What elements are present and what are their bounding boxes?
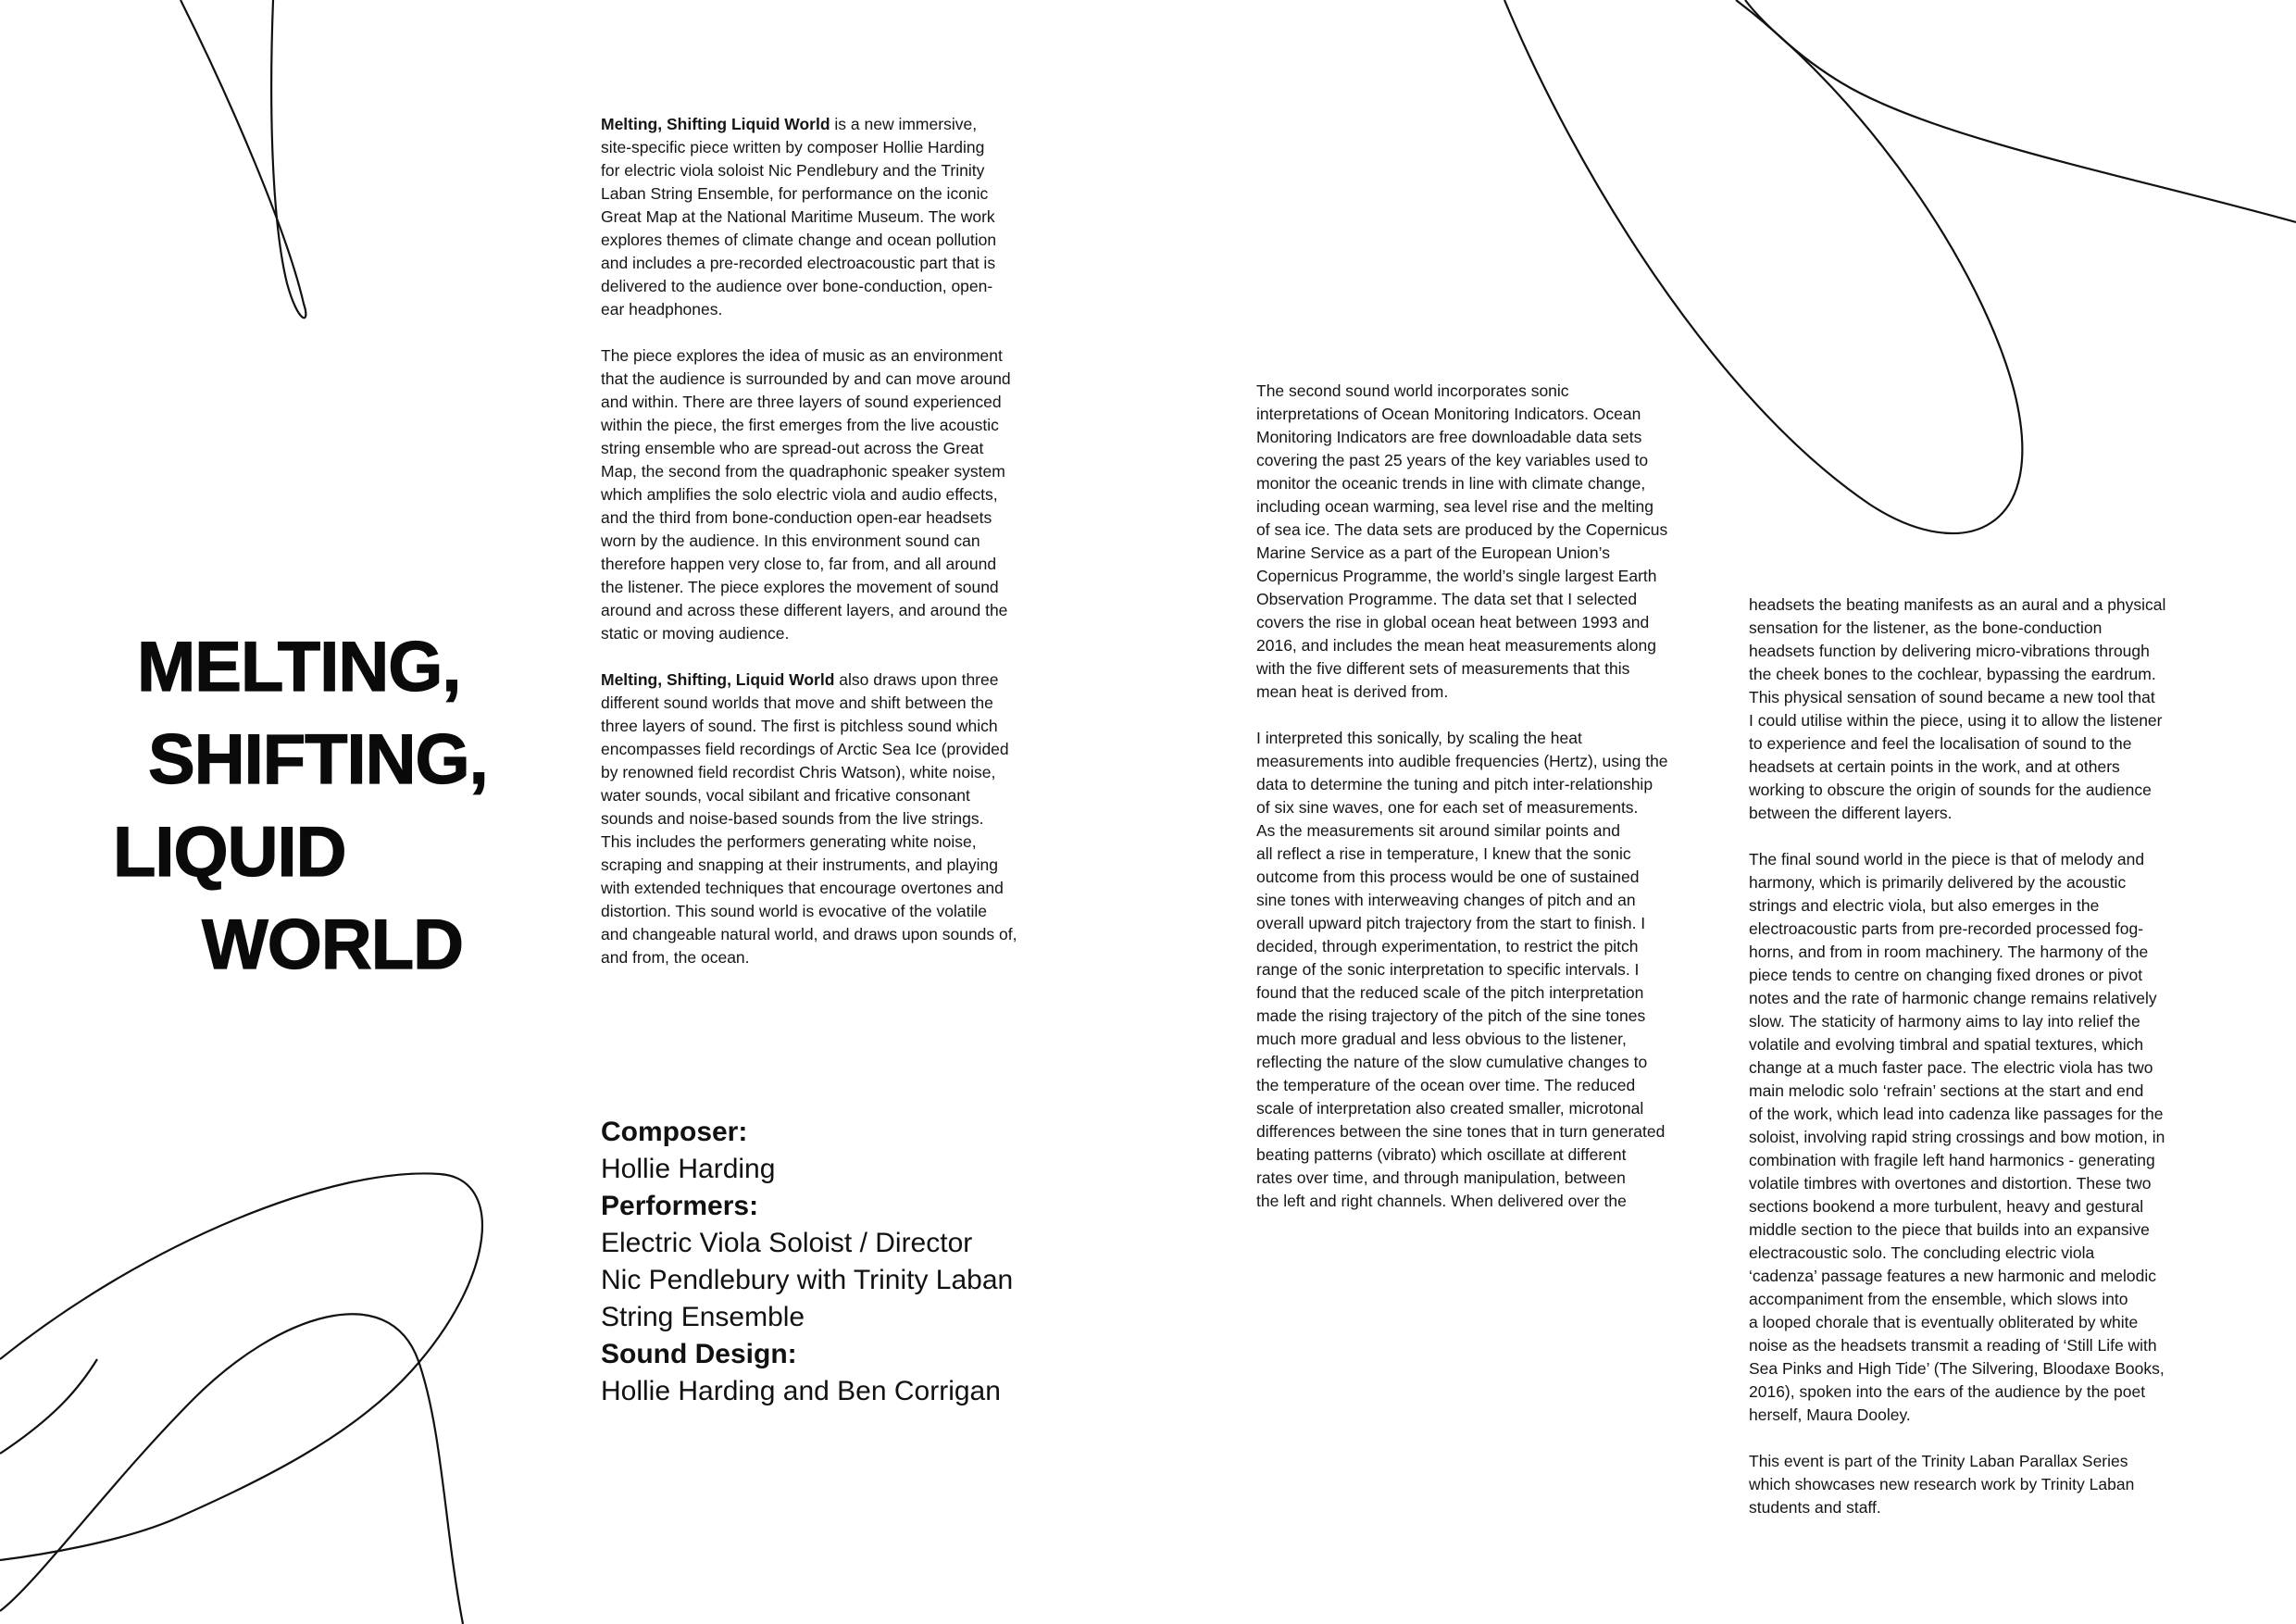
text-line: covering the past 25 years of the key variables used to: [1256, 451, 1649, 469]
text-line: between the different layers.: [1749, 804, 1953, 822]
text-line: by renowned field recordist Chris Watson), white noise,: [601, 763, 996, 781]
text-line: for electric viola soloist Nic Pendlebury and the Trinity: [601, 161, 985, 180]
text-line: overall upward pitch trajectory from the start to finish. I: [1256, 914, 1646, 932]
text-line: Marine Service as a part of the European Union’s: [1256, 543, 1610, 562]
text-line: I interpreted this sonically, by scaling the heat: [1256, 729, 1582, 747]
text-line: including ocean warming, sea level rise and the melting: [1256, 497, 1653, 516]
performers-line: Nic Pendlebury with Trinity Laban: [601, 1265, 1014, 1295]
text-line: Observation Programme. The data set that I selected: [1256, 590, 1638, 608]
text-line: to experience and feel the localisation of sound to the: [1749, 734, 2132, 753]
sonic-interpretation-paragraph: [1256, 727, 1701, 1213]
bottom-left-loop-curve: [0, 1173, 482, 1560]
text-line: Great Map at the National Maritime Museum. The work: [601, 207, 995, 226]
text-line: As the measurements sit around similar points and: [1256, 821, 1620, 840]
text-line: differences between the sine tones that in turn generated: [1256, 1122, 1666, 1141]
text-line: 2016), spoken into the ears of the audience by the poet: [1749, 1382, 2146, 1401]
title-line-2: SHIFTING,: [148, 720, 488, 799]
text-line: sections bookend a more turbulent, heavy and gestural: [1749, 1197, 2144, 1216]
text-line: ‘cadenza’ passage features a new harmonic and melodic: [1749, 1267, 2157, 1285]
text-line: scale of interpretation also created smaller, microtonal: [1256, 1099, 1644, 1118]
text-line: around and across these different layers, and around the: [601, 601, 1008, 619]
text-line: headsets the beating manifests as an aural and a physical: [1749, 595, 2166, 614]
text-line: decided, through experimentation, to restrict the pitch: [1256, 937, 1639, 956]
text-line: interpretations of Ocean Monitoring Indicators. Ocean: [1256, 405, 1641, 423]
text-line: This physical sensation of sound became a new tool that: [1749, 688, 2155, 706]
environment-paragraph: [601, 344, 1045, 645]
text-line: I could utilise within the piece, using it to allow the listener: [1749, 711, 2163, 730]
text-line: and within. There are three layers of sound experienced: [601, 393, 1002, 411]
text-line: harmony, which is primarily delivered by the acoustic: [1749, 873, 2127, 892]
sound-worlds-paragraph: [601, 668, 1045, 969]
text-line: 2016, and includes the mean heat measurements along: [1256, 636, 1656, 655]
text-line: soloist, involving rapid string crossings and bow motion, in: [1749, 1128, 2165, 1146]
text-line: headsets at certain points in the work, and at others: [1749, 757, 2120, 776]
text-line: a looped chorale that is eventually obliterated by white: [1749, 1313, 2139, 1331]
bottom-center-loop-curve: [0, 1314, 463, 1624]
text-line: the listener. The piece explores the movement of sound: [601, 578, 999, 596]
text-line: Map, the second from the quadraphonic speaker system: [601, 462, 1005, 481]
text-line: This includes the performers generating white noise,: [601, 832, 977, 851]
text-line: found that the reduced scale of the pitch interpretation: [1256, 983, 1644, 1002]
text-line: site-specific piece written by composer Hollie Harding: [601, 138, 985, 156]
text-line: and the third from bone-conduction open-ear headsets: [601, 508, 992, 527]
top-right-sweep-curve: [1745, 0, 2296, 222]
text-line: reflecting the nature of the slow cumulative changes to: [1256, 1053, 1648, 1071]
text-line: with the five different sets of measurements that this: [1256, 659, 1630, 678]
ocean-indicators-paragraph: [1256, 380, 1701, 704]
text-line: worn by the audience. In this environment sound can: [601, 531, 980, 550]
text-line: of six sine waves, one for each set of measurements.: [1256, 798, 1639, 817]
text-line: accompaniment from the ensemble, which slows into: [1749, 1290, 2128, 1308]
text-line: slow. The staticity of harmony aims to lay into relief the: [1749, 1012, 2140, 1031]
melody-harmony-paragraph: [1749, 848, 2193, 1427]
text-line: [601, 668, 1045, 692]
text-line: rates over time, and through manipulation, between: [1256, 1168, 1626, 1187]
text-line: of the work, which lead into cadenza like passages for the: [1749, 1105, 2164, 1123]
text-line: monitor the oceanic trends in line with climate change,: [1256, 474, 1646, 493]
text-line: sensation for the listener, as the bone-conduction: [1749, 618, 2103, 637]
text-line: much more gradual and less obvious to the listener,: [1256, 1030, 1627, 1048]
text-line: Laban String Ensemble, for performance on the iconic: [601, 184, 989, 203]
text-line: range of the sonic interpretation to specific intervals. I: [1256, 960, 1640, 979]
text-line: distortion. This sound world is evocative of the volatile: [601, 902, 987, 920]
text-line: change at a much faster pace. The electric viola has two: [1749, 1058, 2153, 1077]
text-line: that the audience is surrounded by and can move around: [601, 369, 1011, 388]
text-line: with extended techniques that encourage overtones and: [601, 879, 1004, 897]
text-line: Sea Pinks and High Tide’ (The Silvering, Bloodaxe Books,: [1749, 1359, 2165, 1378]
text-line: Monitoring Indicators are free downloadable data sets: [1256, 428, 1642, 446]
text-line: The second sound world incorporates sonic: [1256, 381, 1569, 400]
column-1: [601, 113, 1045, 993]
work-title-bold: Melting, Shifting, Liquid World: [601, 670, 835, 689]
text-line: The piece explores the idea of music as an environment: [601, 346, 1003, 365]
composer-label: Composer:: [601, 1117, 748, 1147]
credits-block: [601, 1114, 1082, 1410]
text-line: explores themes of climate change and ocean pollution: [601, 231, 997, 249]
text-line: water sounds, vocal sibilant and fricative consonant: [601, 786, 970, 805]
text-line: main melodic solo ‘refrain’ sections at the start and end: [1749, 1081, 2144, 1100]
text-line: ear headphones.: [601, 300, 723, 319]
text-line: middle section to the piece that builds into an expansive: [1749, 1220, 2150, 1239]
text-line: therefore happen very close to, far from, and all around: [601, 555, 997, 573]
text-line: piece tends to centre on changing fixed drones or pivot: [1749, 966, 2143, 984]
text-line: mean heat is derived from.: [1256, 682, 1449, 701]
text-line: noise as the headsets transmit a reading of ‘Still Life with: [1749, 1336, 2157, 1355]
text-line: herself, Maura Dooley.: [1749, 1405, 1911, 1424]
text-line: students and staff.: [1749, 1498, 1881, 1517]
headsets-paragraph: [1749, 593, 2193, 825]
column-3: [1749, 593, 2193, 1543]
text-line: measurements into audible frequencies (Hertz), using the: [1256, 752, 1668, 770]
text-line: Copernicus Programme, the world’s single largest Earth: [1256, 567, 1657, 585]
text-line: scraping and snapping at their instruments, and playing: [601, 856, 999, 874]
text-line: covers the rise in global ocean heat between 1993 and: [1256, 613, 1650, 631]
text-line: three layers of sound. The first is pitchless sound which: [601, 717, 998, 735]
sound-design-names: Hollie Harding and Ben Corrigan: [601, 1376, 1001, 1406]
text-line-rest: is a new immersive,: [830, 115, 978, 133]
text-line: [601, 113, 1045, 136]
text-line: within the piece, the first emerges from the live acoustic: [601, 416, 999, 434]
column-2: [1256, 380, 1701, 1236]
text-line: the cheek bones to the cochlear, bypassing the eardrum.: [1749, 665, 2156, 683]
performers-line: String Ensemble: [601, 1302, 805, 1332]
text-line: outcome from this process would be one of sustained: [1256, 868, 1640, 886]
text-line: beating patterns (vibrato) which oscillate at different: [1256, 1145, 1627, 1164]
work-title-bold: Melting, Shifting Liquid World: [601, 115, 830, 133]
text-line: delivered to the audience over bone-conduction, open-: [601, 277, 993, 295]
text-line: string ensemble who are spread-out across the Great: [601, 439, 984, 457]
text-line: volatile timbres with overtones and distortion. These two: [1749, 1174, 2152, 1193]
text-line: headsets function by delivering micro-vibrations through: [1749, 642, 2150, 660]
performers-label: Performers:: [601, 1191, 759, 1221]
top-left-loop-curve: [181, 0, 306, 318]
title-line-1: MELTING,: [137, 628, 461, 706]
text-line: made the rising trajectory of the pitch of the sine tones: [1256, 1006, 1646, 1025]
intro-paragraph: [601, 113, 1045, 321]
performers-line: Electric Viola Soloist / Director: [601, 1228, 973, 1258]
text-line: working to obscure the origin of sounds for the audience: [1749, 781, 2152, 799]
text-line: and includes a pre-recorded electroacoustic part that is: [601, 254, 996, 272]
text-line: volatile and evolving timbral and spatial textures, which: [1749, 1035, 2144, 1054]
text-line: This event is part of the Trinity Laban Parallax Series: [1749, 1452, 2128, 1470]
text-line: electroacoustic parts from pre-recorded processed fog-: [1749, 919, 2144, 938]
text-line: the temperature of the ocean over time. The reduced: [1256, 1076, 1636, 1094]
text-line: sounds and noise-based sounds from the live strings.: [601, 809, 984, 828]
composer-name: Hollie Harding: [601, 1154, 776, 1184]
text-line: and changeable natural world, and draws upon sounds of,: [601, 925, 1017, 943]
text-line: horns, and from in room machinery. The harmony of the: [1749, 943, 2149, 961]
text-line: encompasses field recordings of Arctic Sea Ice (provided: [601, 740, 1009, 758]
text-line: notes and the rate of harmonic change remains relatively: [1749, 989, 2157, 1007]
title-line-3: LIQUID: [113, 813, 346, 892]
text-line: combination with fragile left hand harmonics - generating: [1749, 1151, 2155, 1169]
text-line: the left and right channels. When delivered over the: [1256, 1192, 1627, 1210]
text-line: different sound worlds that move and shift between the: [601, 693, 993, 712]
text-line: sine tones with interweaving changes of pitch and an: [1256, 891, 1636, 909]
title-line-4: WORLD: [202, 906, 464, 984]
text-line: The final sound world in the piece is that of melody and: [1749, 850, 2145, 868]
text-line: and from, the ocean.: [601, 948, 750, 967]
text-line: data to determine the tuning and pitch inter-relationship: [1256, 775, 1653, 793]
parallax-series-paragraph: [1749, 1450, 2193, 1519]
text-line-rest: also draws upon three: [834, 670, 999, 689]
text-line: strings and electric viola, but also emerges in the: [1749, 896, 2100, 915]
text-line: which showcases new research work by Trinity Laban: [1749, 1475, 2135, 1493]
text-line: all reflect a rise in temperature, I knew that the sonic: [1256, 844, 1631, 863]
sound-design-label: Sound Design:: [601, 1339, 797, 1369]
text-line: static or moving audience.: [601, 624, 790, 643]
text-line: electracoustic solo. The concluding electric viola: [1749, 1243, 2095, 1262]
text-line: of sea ice. The data sets are produced by the Copernicus: [1256, 520, 1668, 539]
text-line: which amplifies the solo electric viola and audio effects,: [601, 485, 998, 504]
bottom-left-sweep-curve: [0, 1359, 97, 1454]
